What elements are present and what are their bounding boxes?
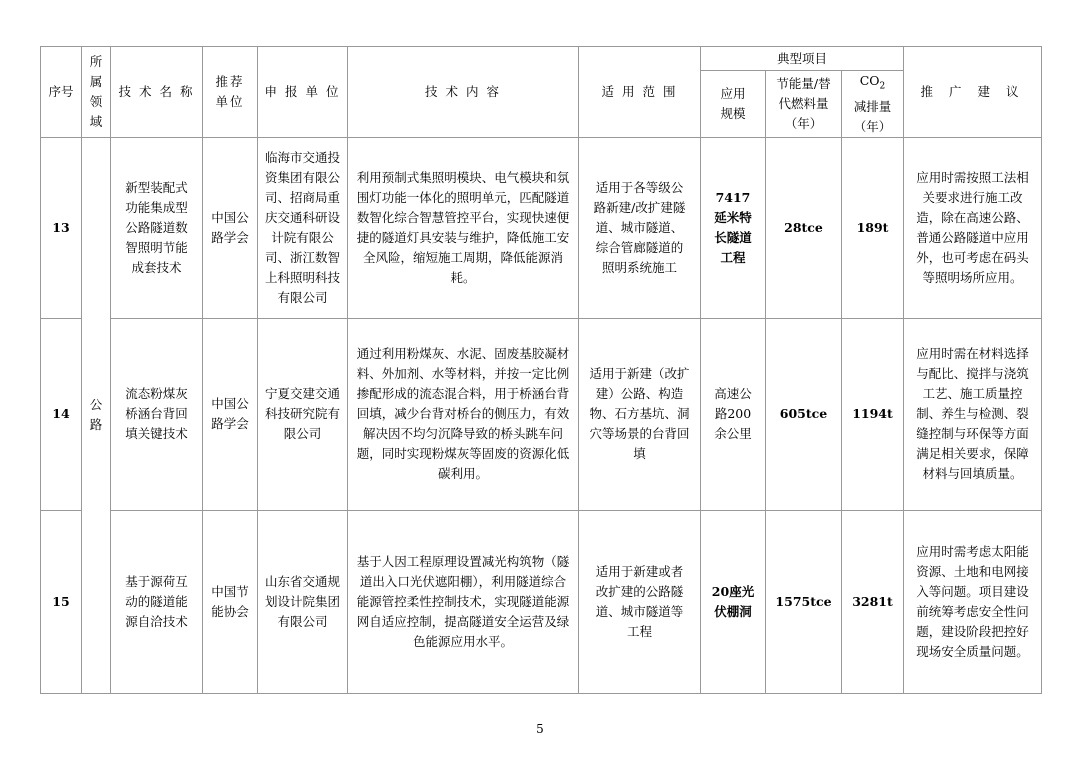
header-domain: 所属领域 (82, 47, 111, 138)
header-tech-name: 技 术 名 称 (111, 47, 203, 138)
header-scale: 应用规模 (701, 71, 766, 138)
row-promotion: 应用时需在材料选择与配比、搅拌与浇筑工艺、施工质量控制、养生与检测、裂缝控制与环保等方面满足相关要求，保障材料与回填质量。 (904, 318, 1042, 510)
row-scale: 7417延米特长隧道工程 (701, 137, 766, 318)
technology-table (40, 46, 1042, 694)
page-number: 5 (536, 722, 544, 736)
header-typical-project: 典型项目 (701, 47, 904, 71)
table-row (41, 318, 1042, 510)
row-content: 利用预制式集照明模块、电气模块和氛围灯功能一体化的照明单元，匹配隧道数智化综合智慧管控平台，实现快速便捷的隧道灯具安装与维护，降低施工安全风险，缩短施工周期，降低能源消耗。 (348, 137, 579, 318)
row-saving: 28tce (766, 137, 842, 318)
header-co2 (842, 71, 904, 138)
row-promotion: 应用时需考虑太阳能资源、土地和电网接入等问题。项目建设前统筹考虑安全性问题，建设阶段把控好现场安全质量问题。 (904, 510, 1042, 693)
row-scale: 高速公路200余公里 (701, 318, 766, 510)
row-recommender: 中国节能协会 (203, 510, 258, 693)
row-scope: 适用于各等级公路新建/改扩建隧道、城市隧道、综合管廊隧道的照明系统施工 (579, 137, 701, 318)
row-tech-name: 流态粉煤灰桥涵台背回填关键技术 (111, 318, 203, 510)
header-seq: 序号 (41, 47, 82, 138)
row-applicant: 临海市交通投资集团有限公司、招商局重庆交通科研设计院有限公司、浙江数智上科照明科技有限公司 (258, 137, 348, 318)
row-tech-name: 新型装配式功能集成型公路隧道数智照明节能成套技术 (111, 137, 203, 318)
row-seq: 14 (41, 318, 82, 510)
header-recommender: 推荐单位 (203, 47, 258, 138)
row-promotion: 应用时需按照工法相关要求进行施工改造，除在高速公路、普通公路隧道中应用外，也可考虑在码头等照明场所应用。 (904, 137, 1042, 318)
row-scope: 适用于新建或者改扩建的公路隧道、城市隧道等工程 (579, 510, 701, 693)
row-co2: 3281t (842, 510, 904, 693)
row-saving: 1575tce (766, 510, 842, 693)
row-applicant: 山东省交通规划设计院集团有限公司 (258, 510, 348, 693)
header-promotion: 推 广 建 议 (904, 47, 1042, 138)
table-row (41, 510, 1042, 693)
row-recommender: 中国公路学会 (203, 137, 258, 318)
row-tech-name: 基于源荷互动的隧道能源自洽技术 (111, 510, 203, 693)
row-scope: 适用于新建（改扩建）公路、构造物、石方基坑、洞穴等场景的台背回填 (579, 318, 701, 510)
table-row (41, 137, 1042, 318)
row-content: 通过利用粉煤灰、水泥、固废基胶凝材料、外加剂、水等材料，并按一定比例掺配形成的流态混合料，用于桥涵台背回填，减少台背对桥台的侧压力，有效解决因不均匀沉降导致的桥头跳车问题，同时实现粉煤灰等固废的资源化低碳利用。 (348, 318, 579, 510)
header-saving: 节能量/替代燃料量（年） (766, 71, 842, 138)
header-row-1 (41, 47, 1042, 71)
header-applicant: 申 报 单 位 (258, 47, 348, 138)
header-scope: 适 用 范 围 (579, 47, 701, 138)
row-saving: 605tce (766, 318, 842, 510)
row-scale: 20座光伏棚洞 (701, 510, 766, 693)
row-seq: 15 (41, 510, 82, 693)
row-seq: 13 (41, 137, 82, 318)
row-co2: 189t (842, 137, 904, 318)
row-co2: 1194t (842, 318, 904, 510)
domain-cell: 公路 (82, 137, 111, 693)
row-recommender: 中国公路学会 (203, 318, 258, 510)
row-content: 基于人因工程原理设置减光构筑物（隧道出入口光伏遮阳棚），利用隧道综合能源管控柔性控制技术，实现隧道能源网自适应控制，提高隧道安全运营及绿色能源应用水平。 (348, 510, 579, 693)
row-applicant: 宁夏交建交通科技研究院有限公司 (258, 318, 348, 510)
header-co2-suffix: 减排量（年） (853, 98, 892, 134)
header-content: 技 术 内 容 (348, 47, 579, 138)
header-co2-label: $CO_2$ (859, 73, 886, 92)
